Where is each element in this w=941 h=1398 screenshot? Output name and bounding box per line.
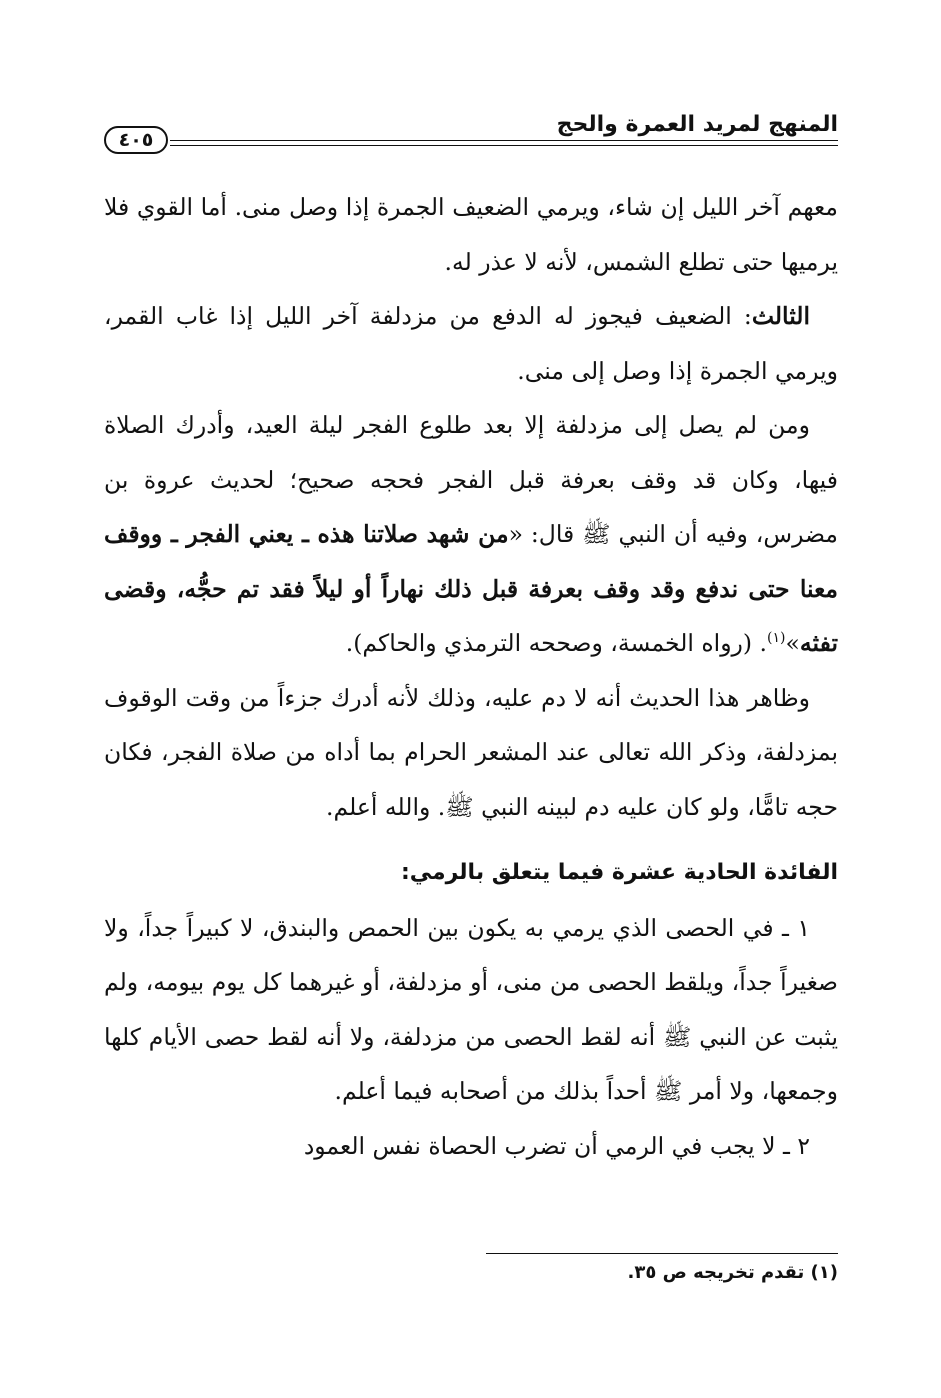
- paragraph: [104, 180, 838, 289]
- header-rule: [170, 140, 838, 141]
- section-heading: [104, 846, 838, 901]
- text-run: وظاهر هذا الحديث أنه لا دم عليه، وذلك لأنه أدرك جزءاً من وقت الوقوف بمزدلفة، وذكر الله تعالى عند المشعر الحرام بما أداه من صلاة الفجر، فكان حجه تامًّا، ولو كان عليه دم لبينه النبي ﷺ. والله أعلم.: [104, 683, 838, 821]
- running-title: المنهج لمريد العمرة والحج: [556, 112, 838, 137]
- text-run: ومن لم يصل إلى مزدلفة إلا بعد طلوع الفجر ليلة العيد، وأدرك الصلاة فيها، وكان قد وقف بعرفة قبل الفجر فحجه صحيح؛ لحديث عروة بن مضرس، وفيه أن النبي ﷺ قال: «: [104, 411, 839, 548]
- text-run: معهم آخر الليل إن شاء، ويرمي الضعيف الجمرة إذا وصل منى. أما القوي فلا يرميها حتى تطلع الشمس، لأنه لا عذر له.: [104, 193, 838, 276]
- text-run: »: [785, 629, 800, 657]
- main-text: [104, 180, 838, 1173]
- paragraph: [104, 671, 838, 835]
- footnote-rule: [486, 1253, 838, 1254]
- bold-text: الفائدة الحادية عشرة فيما يتعلق بالرمي:: [400, 860, 838, 885]
- footnote-marker: (١): [767, 630, 786, 647]
- header-rule: [170, 145, 838, 146]
- text-run: : الضعيف فيجوز له الدفع من مزدلفة آخر الليل إذا غاب القمر، ويرمي الجمرة إذا وصل إلى منى.: [104, 302, 838, 385]
- text-run: ١ ـ في الحصى الذي يرمي به يكون بين الحمص والبندق، لا كبيراً جداً، ولا صغيراً جداً، ويلقط الحصى من منى، أو مزدلفة، أو غيرهما كل يوم بيومه، ولم يثبت عن النبي ﷺ أنه لقط الحصى من مزدلفة، ولا أنه لقط حصى الأيام كلها وجمعها، ولا أمر ﷺ أحداً بذلك من أصحابه فيما أعلم.: [104, 913, 838, 1105]
- text-run: ٢ ـ لا يجب في الرمي أن تضرب الحصاة نفس العمود: [303, 1131, 810, 1160]
- page-header: [104, 112, 838, 152]
- paragraph: [104, 289, 838, 398]
- page-number: ٤٠٥: [104, 126, 168, 154]
- footnote: (١) تقدم تخريجه ص ٣٥.: [627, 1262, 838, 1283]
- paragraph: [104, 398, 838, 671]
- bold-text: الثالث: [751, 302, 810, 330]
- paragraph: [104, 1119, 838, 1174]
- bold-text: من شهد صلاتنا هذه ـ يعني الفجر ـ ووقف معنا حتى ندفع وقد وقف بعرفة قبل ذلك نهاراً أو ليلاً فقد تم حجُّه، وقضى تفثه: [104, 520, 838, 657]
- text-run: . (رواه الخمسة، وصححه الترمذي والحاكم).: [345, 629, 768, 657]
- paragraph: [104, 901, 838, 1119]
